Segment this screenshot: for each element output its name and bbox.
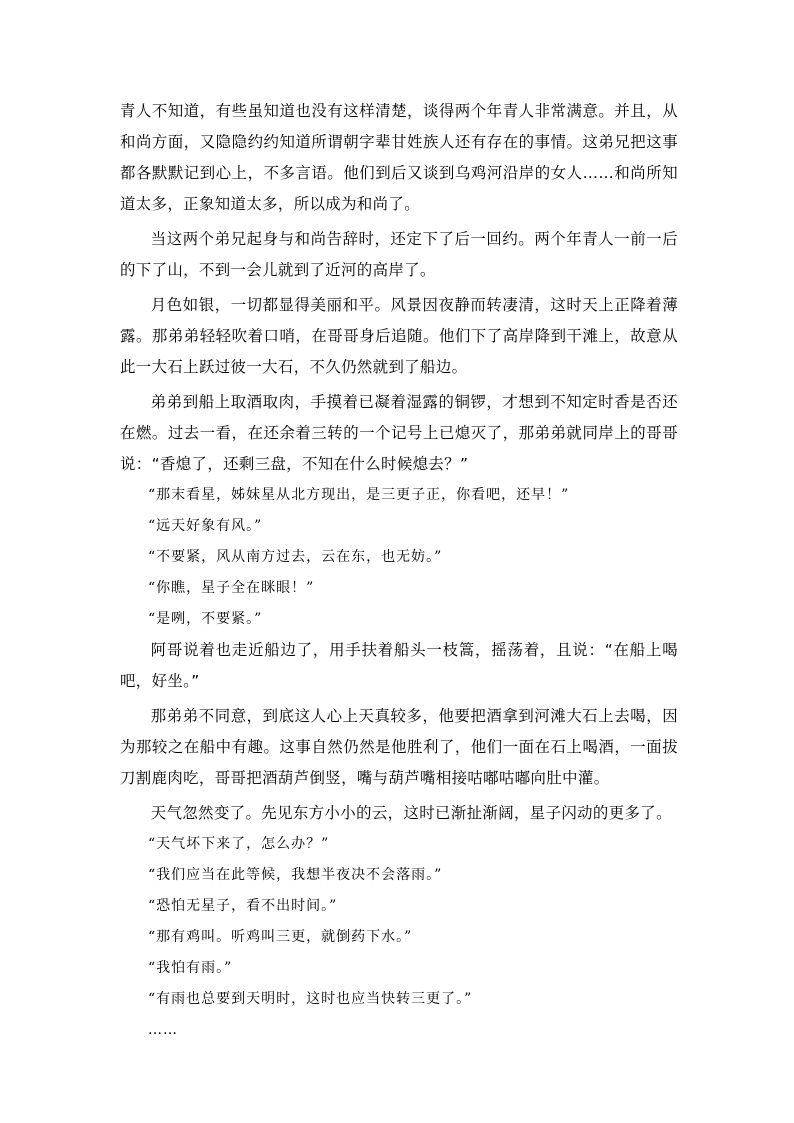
- dialogue-line: “是咧，不要紧。”: [148, 611, 263, 627]
- paragraph-drinking: 那弟弟不同意，到底这人心上天真较多，他要把酒拿到河滩大石上去喝，因为那较之在船中有趣。这事自然仍然是他胜利了，他们一面在石上喝酒，一面拔刀割鹿肉吃，哥哥把酒葫芦倒竖，嘴与葫芦嘴相接咕嘟咕嘟向肚中灌。: [120, 707, 678, 787]
- paragraph-farewell: 当这两个弟兄起身与和尚告辞时，还定下了后一回约。两个年青人一前一后的下了山，不到一会儿就到了近河的高岸了。: [120, 230, 678, 279]
- paragraph-continuation: 青人不知道，有些虽知道也没有这样清楚，谈得两个年青人非常满意。并且，从和尚方面，又隐隐约约知道所谓朝字辈甘姓族人还有存在的事情。这弟兄把这事都各默默记到心上，不多言语。他们到后又谈到乌鸡河沿岸的女人……和尚所知道太多，正象知道太多，所以成为和尚了。: [120, 102, 678, 213]
- dialogue-line: “那有鸡叫。听鸡叫三更，就倒药下水。”: [148, 929, 413, 945]
- paragraph-incense: 弟弟到船上取酒取肉，手摸着已凝着湿露的铜锣，才想到不知定时香是否还在燃。过去一看，在还余着三转的一个记号上已熄灭了，那弟弟就同岸上的哥哥说：“香熄了，还剩三盘，不知在什么时候熄去？”: [120, 393, 678, 473]
- dialogue-line: “天气坏下来了，怎么办？”: [148, 836, 330, 852]
- ellipsis-line: ……: [148, 1022, 178, 1038]
- dialogue-line: “有雨也总要到天明时，这时也应当快转三更了。”: [148, 991, 473, 1007]
- paragraph-moonlight: 月色如银，一切都显得美丽和平。风景因夜静而转凄清，这时天上正降着薄露。那弟弟轻轻吹着口哨，在哥哥身后追随。他们下了高岸降到干滩上，故意从此一大石上跃过彼一大石，不久仍然就到了船边。: [120, 296, 678, 376]
- dialogue-line: “不要紧，风从南方过去，云在东，也无妨。”: [148, 549, 443, 565]
- paragraph-brother-boat: 阿哥说着也走近船边了，用手扶着船头一枝篙，摇荡着，且说：“在船上喝吧，好坐。”: [120, 641, 678, 690]
- dialogue-line: “我怕有雨。”: [148, 960, 233, 976]
- paragraph-weather: 天气忽然变了。先见东方小小的云，这时已渐扯渐阔，星子闪动的更多了。: [150, 804, 672, 822]
- dialogue-line: “你瞧，星子全在眯眼！”: [148, 580, 315, 596]
- body-text: [120, 96, 678, 1046]
- dialogue-line: “那末看星，姊妹星从北方现出，是三更子正，你看吧，还早！”: [148, 487, 570, 503]
- dialogue-line: “远天好象有风。”: [148, 518, 263, 534]
- dialogue-line: “恐怕无星子，看不出时间。”: [148, 898, 338, 914]
- dialogue-line: “我们应当在此等候，我想半夜决不会落雨。”: [148, 867, 443, 883]
